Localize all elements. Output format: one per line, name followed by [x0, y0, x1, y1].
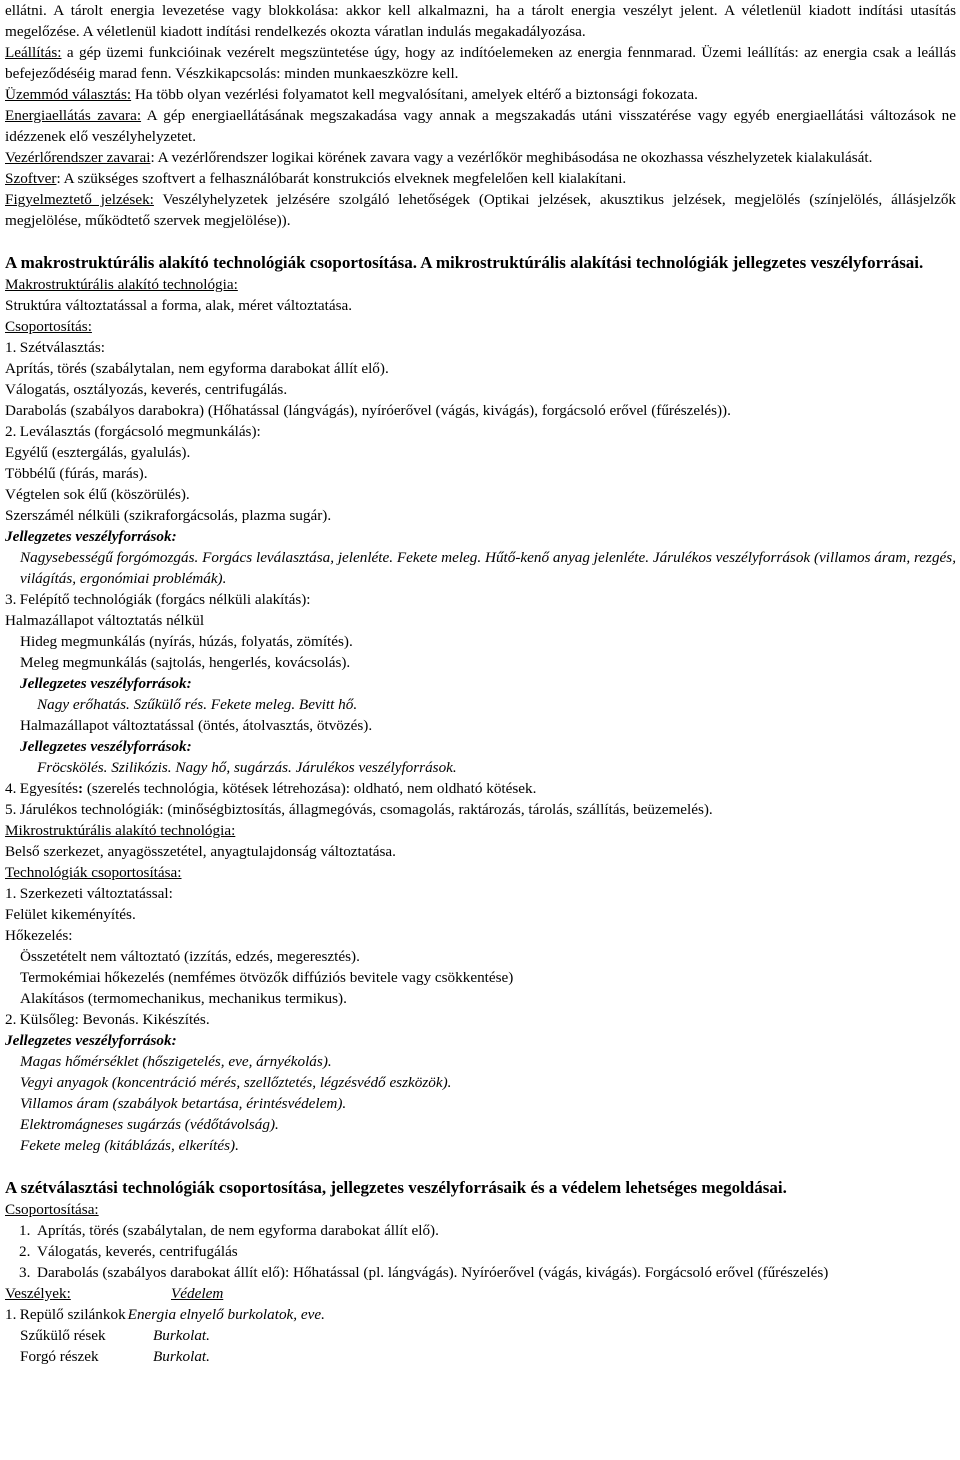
line: Összetételt nem változtató (izzítás, edzés, megeresztés).: [20, 948, 360, 965]
item-kulsoleg: [5, 1009, 956, 1030]
item-text: Járulékos technológiák: (minőségbiztosítás, állagmegóvás, csomagolás, raktározás, tárolás, szállítás, beüzemelés).: [19, 801, 713, 818]
item-jarulekos: [5, 799, 956, 820]
heading-szetvalasztas: A szétválasztási technológiák csoportosítása, jellegzetes veszélyforrásaik és a védelem lehetséges megoldásai.: [5, 1178, 787, 1197]
line: Végtelen sok élű (köszörülés).: [5, 486, 190, 503]
item-number: 1.: [5, 885, 17, 902]
paragraph-uzemmod: [5, 84, 956, 105]
line: Alakításos (termomechanikus, mechanikus termikus).: [20, 990, 347, 1007]
vedelem-text: Energia elnyelő burkolatok, eve.: [127, 1306, 325, 1323]
label-makro: Makrostruktúrális alakító technológia:: [5, 276, 238, 293]
text-leallitas: a gép üzemi funkcióinak vezérelt megszüntetése úgy, hogy az indítóelemeken az energia fennmarad. Üzemi leállítás: az energia csak a leállás befejeződéséig marad fenn. Vészkikapcsolás: minden munkaeszközre kell.: [5, 44, 956, 82]
item-text: Válogatás, keverés, centrifugálás: [37, 1243, 238, 1260]
label-vedelem: Védelem: [171, 1285, 224, 1302]
item-levalasztas: [5, 421, 956, 442]
item-number: 3.: [5, 591, 17, 608]
paragraph-leallitas: [5, 42, 956, 84]
hazard-line: Elektromágneses sugárzás (védőtávolság).: [20, 1116, 279, 1133]
def-makro: Struktúra változtatással a forma, alak, méret változtatása.: [5, 297, 353, 314]
line: Aprítás, törés (szabálytalan, nem egyforma darabokat állít elő).: [5, 360, 389, 377]
veszely-row: [5, 1304, 956, 1325]
item-number: 4.: [5, 780, 17, 797]
line: Többélű (fúrás, marás).: [5, 465, 148, 482]
line: Halmazállapot változtatással (öntés, átolvasztás, ötvözés).: [20, 717, 373, 734]
item-title: Egyesítés: [19, 780, 79, 797]
label-csoportositas: Csoportosítás:: [5, 318, 92, 335]
term-figyelmezteto: Figyelmeztető jelzések:: [5, 191, 154, 208]
item-title: Leválasztás (forgácsoló megmunkálás):: [19, 423, 261, 440]
line: Darabolás (szabályos darabokra) (Hőhatással (lángvágás), nyíróerővel (vágás, kivágás), forgácsoló erővel (fűrészelés)).: [5, 402, 731, 419]
item-number: 1.: [5, 1306, 17, 1323]
line: Felület kikeményítés.: [5, 906, 136, 923]
text-energiaellatas: A gép energiaellátásának megszakadása vagy annak a megszakadás utáni visszatérése vagy egyéb energiaellátási változások ne idézzenek elő veszélyhelyzetet.: [5, 107, 956, 145]
line: Válogatás, osztályozás, keverés, centrifugálás.: [5, 381, 288, 398]
term-uzemmod: Üzemmód választás:: [5, 86, 132, 103]
term-leallitas: Leállítás:: [5, 44, 62, 61]
hazard-line: Fekete meleg (kitáblázás, elkerítés).: [20, 1137, 239, 1154]
line: Halmazállapot változtatás nélkül: [5, 612, 205, 629]
list-item: [5, 1241, 956, 1262]
text-szoftver: : A szükséges szoftvert a felhasználóbarát konstrukciós elveknek megfelelően kell kialakítani.: [56, 170, 627, 187]
list-item: [5, 1262, 956, 1283]
term-szoftver: Szoftver: [5, 170, 57, 187]
hazard-line: Villamos áram (szabályok betartása, érintésvédelem).: [20, 1095, 347, 1112]
label-csoportositasa: Csoportosítása:: [5, 1201, 99, 1218]
item-number: 1.: [19, 1222, 31, 1239]
bold-colon: :: [78, 780, 84, 797]
paragraph-figyelmezteto: [5, 189, 956, 231]
hazard-line: Vegyi anyagok (koncentráció mérés, szellőztetés, légzésvédő eszközök).: [20, 1074, 452, 1091]
line: Termokémiai hőkezelés (nemfémes ötvözők diffúziós bevitele vagy csökkentése): [20, 969, 514, 986]
veszely-text: Repülő szilánkok: [19, 1306, 126, 1323]
label-jellegzetes: Jellegzetes veszélyforrások:: [20, 675, 192, 692]
item-number: 1.: [5, 339, 17, 356]
heading-makro: A makrostruktúrális alakító technológiák csoportosítása. A mikrostruktúrális alakítási technológiák jellegzetes veszélyforrásai.: [5, 253, 924, 272]
text-figyelmezteto: Veszélyhelyzetek jelzésére szolgáló lehetőségek (Optikai jelzések, akusztikus jelzések, megjelölés (színjelölés, állásjelzők megjelölése, működtető szervek megjelölése)).: [5, 191, 957, 229]
def-mikro: Belső szerkezet, anyagösszetétel, anyagtulajdonság változtatása.: [5, 843, 396, 860]
vedelem-text: Burkolat.: [153, 1348, 210, 1365]
item-title: Szétválasztás:: [19, 339, 105, 356]
list-item: [5, 1220, 956, 1241]
item-text: (szerelés technológia, kötések létrehozása): oldható, nem oldható kötések.: [83, 780, 537, 797]
item-text: Darabolás (szabályos darabokat állít elő): Hőhatással (pl. lángvágás). Nyíróerővel (vágás, kivágás). Forgácsoló erővel (fűrészelés): [37, 1264, 829, 1281]
line: Egyélű (esztergálás, gyalulás).: [5, 444, 191, 461]
paragraph-szoftver: [5, 168, 956, 189]
text-uzemmod: Ha több olyan vezérlési folyamatot kell megvalósítani, amelyek eltérő a biztonsági fokozata.: [131, 86, 698, 103]
hazard-levalasztas: Nagysebességű forgómozgás. Forgács leválasztása, jelenléte. Fekete meleg. Hűtő-kenő anyag jelenléte. Járulékos veszélyforrások (villamos áram, rezgés, világítás, ergonómiai problémák).: [20, 549, 956, 587]
vedelem-text: Burkolat.: [153, 1327, 210, 1344]
veszely-cell: [5, 1304, 126, 1325]
hazard-line: Nagy erőhatás. Szűkülő rés. Fekete meleg. Bevitt hő.: [37, 696, 358, 713]
line: Hideg megmunkálás (nyírás, húzás, folyatás, zömítés).: [20, 633, 353, 650]
item-egyesites: [5, 778, 956, 799]
line: Szerszámél nélküli (szikraforgácsolás, plazma sugár).: [5, 507, 332, 524]
paragraph-energy-storage: ellátni. A tárolt energia levezetése vagy blokkolása: akkor kell alkalmazni, ha a tárolt energia veszélyt jelent. A véletlenül kiadott indítási utasítás megelőzése. A véletlenül kiadott indítási rendelkezés okozta váratlan indulás megakadályozása.: [5, 2, 956, 40]
label-jellegzetes: Jellegzetes veszélyforrások:: [20, 738, 192, 755]
item-number: 3.: [19, 1264, 31, 1281]
label-technologiak: Technológiák csoportosítása:: [5, 864, 182, 881]
hazard-line: Magas hőmérséklet (hőszigetelés, eve, árnyékolás).: [20, 1053, 332, 1070]
term-vezerlorendszer: Vezérlőrendszer zavarai: [5, 149, 151, 166]
label-veszelyek: Veszélyek:: [5, 1285, 71, 1302]
line: Hőkezelés:: [5, 927, 73, 944]
item-text: Aprítás, törés (szabálytalan, de nem egyforma darabokat állít elő).: [37, 1222, 439, 1239]
label-jellegzetes: Jellegzetes veszélyforrások:: [5, 528, 177, 545]
item-title: Felépítő technológiák (forgács nélküli alakítás):: [19, 591, 311, 608]
label-mikro: Mikrostruktúrális alakító technológia:: [5, 822, 236, 839]
line: Meleg megmunkálás (sajtolás, hengerlés, kovácsolás).: [20, 654, 351, 671]
label-jellegzetes: Jellegzetes veszélyforrások:: [5, 1032, 177, 1049]
item-number: 2.: [19, 1243, 31, 1260]
item-number: 2.: [5, 423, 17, 440]
item-title: Külsőleg: Bevonás. Kikészítés.: [19, 1011, 210, 1028]
paragraph-energiaellatas: [5, 105, 956, 147]
item-szerkezeti: [5, 883, 956, 904]
veszely-row: [5, 1346, 956, 1367]
term-energiaellatas: Energiaellátás zavara:: [5, 107, 142, 124]
item-number: 2.: [5, 1011, 17, 1028]
item-title: Szerkezeti változtatással:: [19, 885, 173, 902]
veszelyek-header-row: [5, 1283, 956, 1304]
veszely-row: [5, 1325, 956, 1346]
veszely-text: Forgó részek: [20, 1348, 99, 1365]
text-vezerlorendszer: : A vezérlőrendszer logikai körének zavara vagy a vezérlőkör meghibásodása ne okozhassa vészhelyzetek kialakulását.: [150, 149, 873, 166]
paragraph-vezerlorendszer: [5, 147, 956, 168]
hazard-line: Fröcskölés. Szilikózis. Nagy hő, sugárzás. Járulékos veszélyforrások.: [37, 759, 457, 776]
veszely-text: Szűkülő rések: [20, 1327, 106, 1344]
item-felepito: [5, 589, 956, 610]
item-szetvalasztas: [5, 337, 956, 358]
item-number: 5.: [5, 801, 17, 818]
